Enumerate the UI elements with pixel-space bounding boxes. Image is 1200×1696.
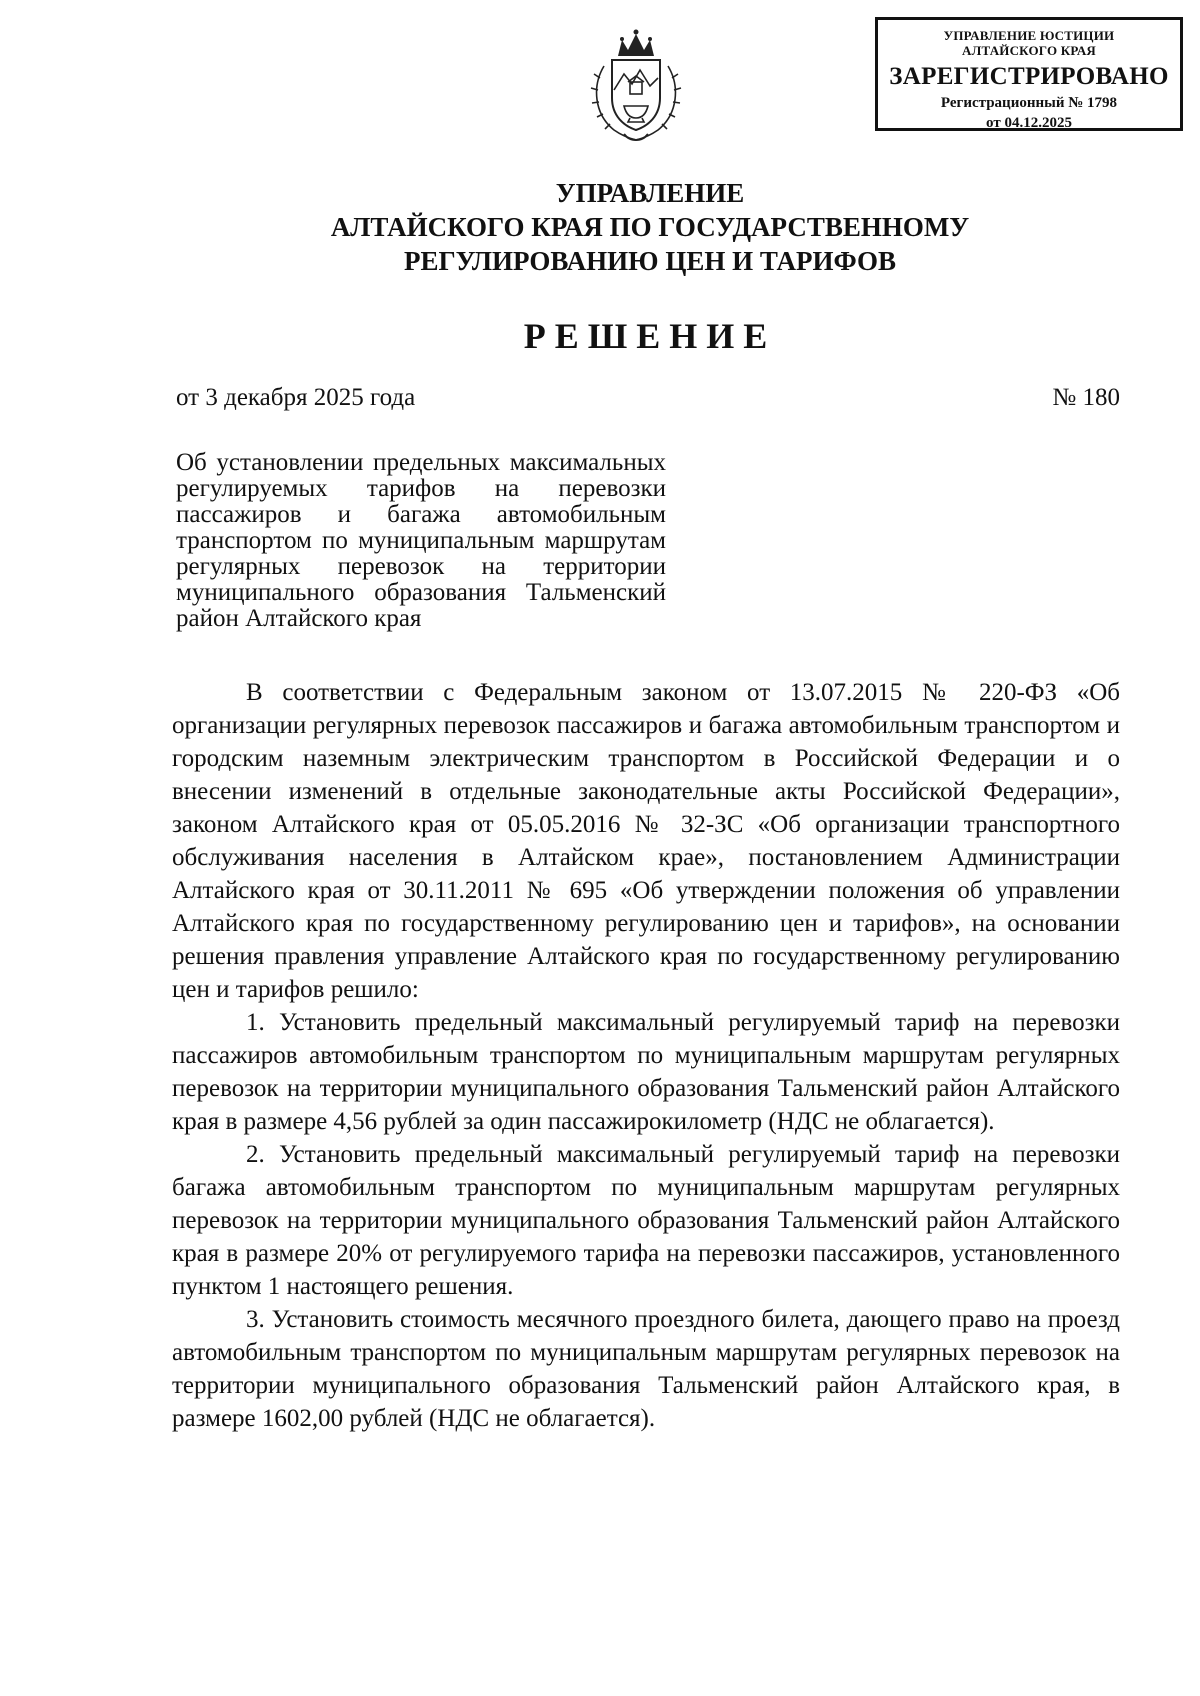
document-date: от 3 декабря 2025 года — [176, 384, 416, 411]
stamp-org — [878, 28, 1180, 58]
document-number: № 180 — [1052, 384, 1120, 411]
authority-line2: АЛТАЙСКОГО КРАЯ ПО ГОСУДАРСТВЕННОМУ — [330, 212, 970, 242]
authority-line3: РЕГУЛИРОВАНИЮ ЦЕН И ТАРИФОВ — [403, 246, 897, 276]
authority-line1: УПРАВЛЕНИЕ — [555, 178, 745, 208]
authority-heading — [200, 176, 1100, 278]
registration-stamp — [875, 17, 1183, 131]
document-subject: Об установлении предельных максимальных регулируемых тарифов на перевозки пассажиров и багажа автомобильным транспортом по муниципальным маршрутам регулярных перевозок на территории муниципального образования Тальменский район Алтайского края — [176, 449, 666, 632]
altai-krai-coat-of-arms-icon — [584, 26, 688, 146]
document-body — [172, 676, 1120, 1435]
clause-2-paragraph: 2. Установить предельный максимальный регулируемый тариф на перевозки багажа автомобильным транспортом по муниципальным маршрутам регулярных перевозок на территории муниципального образования Тальменский район Алтайского края в размере 20% от регулируемого тарифа на перевозки пассажиров, установленного пунктом 1 настоящего решения. — [172, 1141, 1120, 1300]
stamp-org-line1: УПРАВЛЕНИЕ ЮСТИЦИИ — [943, 28, 1115, 43]
stamp-org-line2: АЛТАЙСКОГО КРАЯ — [962, 43, 1096, 58]
document-title: РЕШЕНИЕ — [523, 316, 777, 356]
clause-1-paragraph: 1. Установить предельный максимальный регулируемый тариф на перевозки пассажиров автомобильным транспортом по муниципальным маршрутам регулярных перевозок на территории муниципального образования Тальменский район Алтайского края в размере 4,56 рублей за один пассажирокилометр (НДС не облагается). — [172, 1009, 1120, 1135]
stamp-reg-date: от 04.12.2025 — [986, 115, 1072, 131]
preamble-paragraph: В соответствии с Федеральным законом от 13.07.2015 № 220-ФЗ «Об организации регулярных перевозок пассажиров и багажа автомобильным транспортом и городским наземным электрическим транспортом в Российской Федерации и о внесении изменений в отдельные законодательные акты Российской Федерации», законом Алтайского края от 05.05.2016 № 32-ЗС «Об организации транспортного обслуживания населения в Алтайском крае», постановлением Администрации Алтайского края от 30.11.2011 № 695 «Об утверждении положения об управлении Алтайского края по государственному регулированию цен и тарифов», на основании решения правления управление Алтайского края по государственному регулированию цен и тарифов решило: — [172, 679, 1120, 1003]
stamp-reg-number: Регистрационный № 1798 — [940, 95, 1118, 111]
stamp-status: ЗАРЕГИСТРИРОВАНО — [889, 63, 1169, 90]
clause-3-paragraph: 3. Установить стоимость месячного проездного билета, дающего право на проезд автомобильным транспортом по муниципальным маршрутам регулярных перевозок на территории муниципального образования Тальменский район Алтайского края, в размере 1602,00 рублей (НДС не облагается). — [172, 1306, 1120, 1432]
